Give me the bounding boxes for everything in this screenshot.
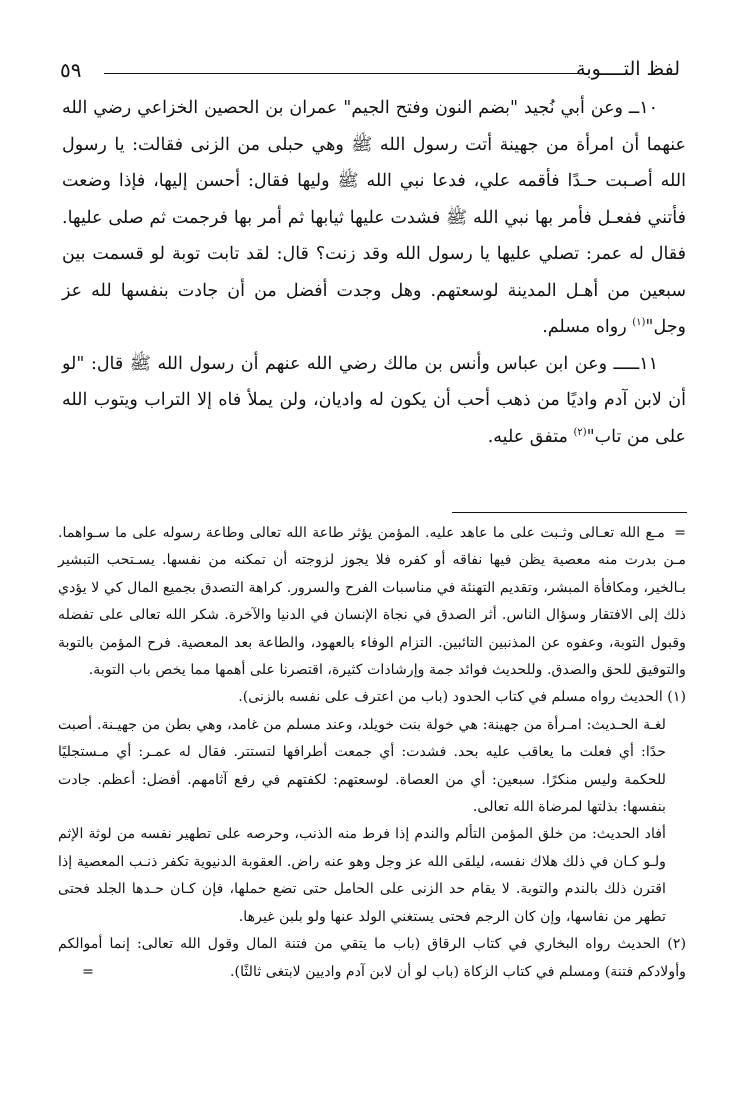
hadith-10-text: ــ وعن أبي نُجيد "بضم النون وفتح الجيم" عمران بن الحصين الخزاعي رضي الله عنهما أن امرأة من جهينة أتت رسول الله ﷺ وهي حبلى من الزنى فقالت: يا رسول الله أصـبت حـدًا فأقمه علي، فدعا نبي الله ﷺ وليها فقال: أحسن إليها، فإذا وضعت فأتني ففعـل فأمر بها نبي الله ﷺ فشدت عليها ثيابها ثم أمر بها فرجمت ثم صلى عليها. فقال له عمر: تصلي عليها يا رسول الله وقد زنت؟ قال: لقد تابت توبة لو قسمت بين سبعين من أهـل المدينة لوسعتهم. وهل وجدت أفضل من أن جادت بنفسها لله عز وجل" <box>62 98 686 337</box>
hadith-10-number: ١٠ <box>639 98 658 118</box>
footnote-1-source: (١) الحديث رواه مسلم في كتاب الحدود (باب من اعترف على نفسه بالزنى). <box>238 689 686 706</box>
hadith-11-source: متفق عليه. <box>487 426 574 447</box>
hadith-11 <box>62 346 686 456</box>
header-rule <box>104 73 588 74</box>
footnote-2-source: (٢) الحديث رواه البخاري في كتاب الرقاق (باب ما يتقي من فتنة المال وقول الله تعالى: إنما أموالكم وأولادكم فتنة) ومسلم في كتاب الزكاة (باب لو أن لابن آدم واديين لابتغى ثالثًا). <box>58 936 686 980</box>
main-text <box>62 90 686 455</box>
footnote-1-lugha: لغـة الحـديث: امـرأة من جهينة: هي خولة بنت خويلد، وعند مسلم من غامد، وهي بطن من جهيـنة. أصبت حدًا: أي فعلت ما يعاقب عليه بحد. فشدت: أي جمعت أطرافها لتستتر. فقال له عمـر: أي مـستجليًا للحكمة وليس منكرًا. سبعين: أي من العصاة. لوسعتهم: لكفتهم في رفع آثامهم. أفضل: أعظم. جادت بنفسها: بذلتها لمرضاة الله تعالى. <box>58 716 666 816</box>
page-number: ٥٩ <box>60 58 82 82</box>
footnotes <box>58 520 686 986</box>
hadith-11-number: ١١ <box>639 353 658 374</box>
footnote-divider <box>452 512 687 513</box>
hadith-11-text: ـــــ وعن ابن عباس وأنس بن مالك رضي الله عنهم أن رسول الله ﷺ قال: "لو أن لابن آدم واديًا من ذهب أحب أن يكون له واديان، ولن يملأ فاه إلا التراب ويتوب الله على من تاب" <box>62 353 686 447</box>
footnote-2 <box>58 931 686 986</box>
footnote-ref-2[interactable]: (٢) <box>573 426 587 438</box>
footnote-1-fawaid: أفاد الحديث: من خلق المؤمن التألم والندم إذا فرط منه الذنب، وحرصه على تطهير نفسه من لوثة الإثم ولـو كـان في ذلك هلاك نفسه، ليلقى الله عز وجل وهو عنه راض. العقوبة الدنيوية تكفر ذنـب المعصية إذا اقترن ذلك بالندم والتوبة. لا يقام حد الزنى على الحامل حتى تضع حملها، فإن كـان حـدها الجلد فحتى تطهر من نفاسها، وإن كان الرجم فحتى يستغني الولد عنها ولو بلبن غيرها. <box>58 826 666 925</box>
continuation-mark: = <box>674 525 686 541</box>
footnote-2-continuation-mark: = <box>82 963 94 980</box>
page-header <box>60 58 680 90</box>
hadith-10-source: رواه مسلم. <box>542 317 633 337</box>
running-title: لفظ التــــوبة <box>576 58 680 80</box>
hadith-10 <box>62 90 686 346</box>
footnote-ref-1[interactable]: (١) <box>632 317 646 329</box>
footnote-continuation <box>58 520 686 684</box>
continuation-text: مـع الله تعـالى وثـبت على ما عاهد عليه. المؤمن يؤثر طاعة الله تعالى وطاعة رسوله على ما سـواهما. مـن بدرت منه معصية يظن فيها نفاقه أو كفره فلا يجوز لزوجته أن تمكنه من نفسها. يسـتحب التبشير بـالخير، ومكافأة المبشر، وتقديم التهنئة في مناسبات الفرح والسرور. كراهة التصدق بجميع المال كي لا يؤدي ذلك إلى الافتقار وسؤال الناس. أثر الصدق في نجاة الإنسان في الدنيا والآخرة. شكر الله تعالى على تفضله وقبول التوبة، وعفوه عن المذنبين التائبين. التزام الوفاء بالعهود، والطاعة بعد المعصية. فرح المؤمن بالتوبة والتوفيق للحق والصدق. وللحديث فوائد جمة وإرشادات كثيرة، اقتصرنا على أهمها مما يخص باب التوبة. <box>58 525 686 679</box>
